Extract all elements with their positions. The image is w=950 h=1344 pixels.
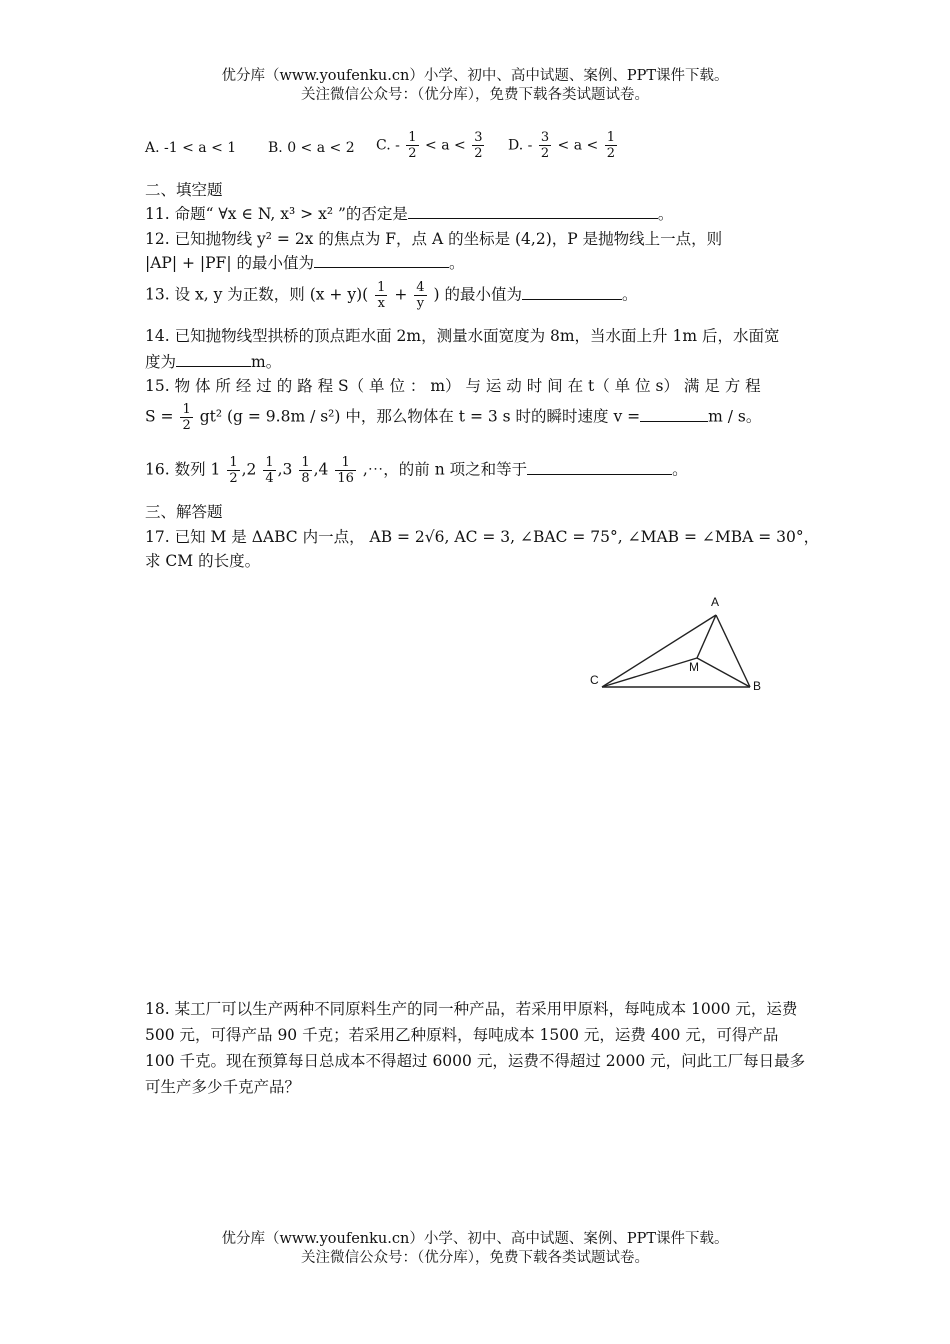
option-c-fraction-2 — [472, 130, 484, 161]
frac-den: x — [377, 296, 385, 311]
option-d-fraction-2 — [605, 130, 617, 161]
answer-blank[interactable] — [176, 352, 251, 367]
question-13-middle: ) 的最小值为 — [433, 285, 522, 304]
option-c — [376, 130, 486, 161]
vertex-label-m: M — [689, 660, 699, 674]
page-footer — [0, 1230, 950, 1268]
term-4-fraction — [335, 455, 356, 486]
term-2-int: ,2 — [241, 460, 257, 479]
question-14-end: m。 — [251, 353, 282, 371]
header-line-2: 关注微信公众号：（优分库），免费下载各类试题试卷。 — [301, 87, 649, 103]
question-13-end: 。 — [622, 285, 638, 304]
vertex-label-c: C — [590, 673, 599, 687]
frac-den: 2 — [229, 471, 238, 486]
frac-den: 2 — [182, 418, 191, 433]
question-18: 18. 某工厂可以生产两种不同原料生产的同一种产品，若采用甲原料，每吨成本 1000 元，运费 500 元，可得产品 90 千克；若采用乙种原料，每吨成本 1500 元，运费 400 元，可得产品 100 千克。现在预算每日总成本不得超过 6000 元，运费不得超过 2000 元，问此工厂每日最多可生产多少千克产品？ — [145, 1000, 806, 1096]
question-15-end: m / s。 — [708, 407, 762, 426]
question-14-text: 度为 — [145, 353, 177, 371]
question-17-line-2: 求 CM 的长度。 — [145, 552, 261, 570]
term-4-int: ,4 — [313, 460, 329, 479]
frac-den: y — [416, 296, 425, 311]
frac-num: 1 — [301, 455, 310, 470]
frac-num: 1 — [265, 455, 274, 470]
frac-num: 1 — [408, 130, 417, 145]
vertex-label-b: B — [753, 679, 762, 693]
frac-den: 2 — [540, 146, 550, 161]
frac-num: 1 — [335, 455, 356, 471]
question-15-fraction — [180, 402, 192, 433]
frac-den: 16 — [337, 471, 354, 486]
segment-mb — [697, 658, 750, 687]
question-16-middle: ,⋯，的前 n 项之和等于 — [362, 460, 528, 479]
frac-den: 8 — [301, 471, 310, 486]
section-heading-fill-in: 二、填空题 — [145, 181, 223, 199]
question-13-fraction-2 — [414, 280, 426, 311]
frac-num: 1 — [229, 455, 238, 470]
header-line-1: 优分库（www.youfenku.cn）小学、初中、高中试题、案例、PPT课件下载。 — [221, 68, 729, 84]
question-13-text: 13. 设 x, y 为正数，则 (x + y)( — [145, 285, 369, 304]
option-c-fraction-1 — [406, 130, 418, 161]
question-11 — [145, 202, 673, 224]
answer-blank[interactable] — [640, 407, 708, 422]
answer-blank[interactable] — [408, 204, 658, 219]
frac-den: 4 — [265, 471, 274, 486]
question-12-end: 。 — [448, 254, 465, 272]
plus-sign: + — [394, 285, 408, 304]
question-12-line-2 — [145, 251, 464, 273]
frac-num: 3 — [540, 130, 550, 145]
term-2-fraction — [263, 455, 275, 486]
footer-line-2: 关注微信公众号：（优分库），免费下载各类试题试卷。 — [301, 1250, 649, 1266]
frac-den: 2 — [408, 146, 417, 161]
frac-num: 1 — [606, 130, 615, 145]
question-16-text: 16. 数列 1 — [145, 460, 221, 479]
segment-cm — [602, 658, 697, 687]
option-a: A. -1 < a < 1 — [145, 140, 237, 156]
frac-num: 1 — [182, 402, 191, 417]
frac-den: 2 — [606, 146, 615, 161]
option-d — [508, 130, 619, 161]
question-11-text: 11. 命题“ ∀x ∈ N, x³ > x² ”的否定是 — [145, 205, 408, 223]
vertex-label-a: A — [711, 595, 720, 609]
question-12-text: |AP| + |PF| 的最小值为 — [145, 254, 314, 272]
option-c-middle: < a < — [425, 137, 466, 154]
frac-num: 4 — [416, 280, 425, 295]
option-b: B. 0 < a < 2 — [268, 140, 355, 156]
question-16-end: 。 — [672, 460, 688, 479]
triangle-figure — [585, 590, 775, 700]
answer-blank[interactable] — [522, 285, 622, 300]
question-15-line-2 — [145, 402, 761, 433]
question-17-line-1: 17. 已知 M 是 ΔABC 内一点， AB = 2√6, AC = 3, ∠BAC = 75°, ∠MAB = ∠MBA = 30°， — [145, 528, 820, 546]
option-d-fraction-1 — [539, 130, 551, 161]
frac-num: 3 — [474, 130, 483, 145]
term-3-int: ,3 — [277, 460, 293, 479]
frac-num: 1 — [377, 280, 386, 295]
option-d-middle: < a < — [557, 137, 599, 154]
answer-blank[interactable] — [527, 460, 672, 475]
question-15-text: gt² (g = 9.8m / s²) 中，那么物体在 t = 3 s 时的瞬时速度 v = — [199, 407, 641, 426]
footer-line-1: 优分库（www.youfenku.cn）小学、初中、高中试题、案例、PPT课件下载。 — [221, 1231, 729, 1247]
question-15-s-eq: S = — [145, 407, 174, 426]
question-16 — [145, 455, 688, 486]
term-3-fraction — [299, 455, 311, 486]
segment-ca — [602, 615, 716, 687]
question-14-line-1: 14. 已知抛物线型拱桥的顶点距水面 2m，测量水面宽度为 8m，当水面上升 1m 后，水面宽 — [145, 327, 780, 345]
question-13-fraction-1 — [375, 280, 387, 311]
answer-blank[interactable] — [314, 253, 449, 268]
frac-den: 2 — [474, 146, 483, 161]
question-15-line-1: 15. 物 体 所 经 过 的 路 程 S（ 单 位 ： m） 与 运 动 时 间 在 t（ 单 位 s） 满 足 方 程 — [145, 377, 761, 395]
page-header — [0, 67, 950, 105]
section-heading-solutions: 三、解答题 — [145, 503, 223, 521]
term-1-fraction — [227, 455, 239, 486]
question-13 — [145, 280, 638, 311]
segment-ab — [716, 615, 750, 687]
option-d-prefix: D. - — [508, 137, 533, 154]
question-11-end: 。 — [657, 205, 674, 223]
question-14-line-2 — [145, 350, 281, 372]
option-c-prefix: C. - — [376, 137, 400, 154]
question-12-line-1: 12. 已知抛物线 y² = 2x 的焦点为 F，点 A 的坐标是 (4,2)，P 是抛物线上一点，则 — [145, 230, 723, 248]
